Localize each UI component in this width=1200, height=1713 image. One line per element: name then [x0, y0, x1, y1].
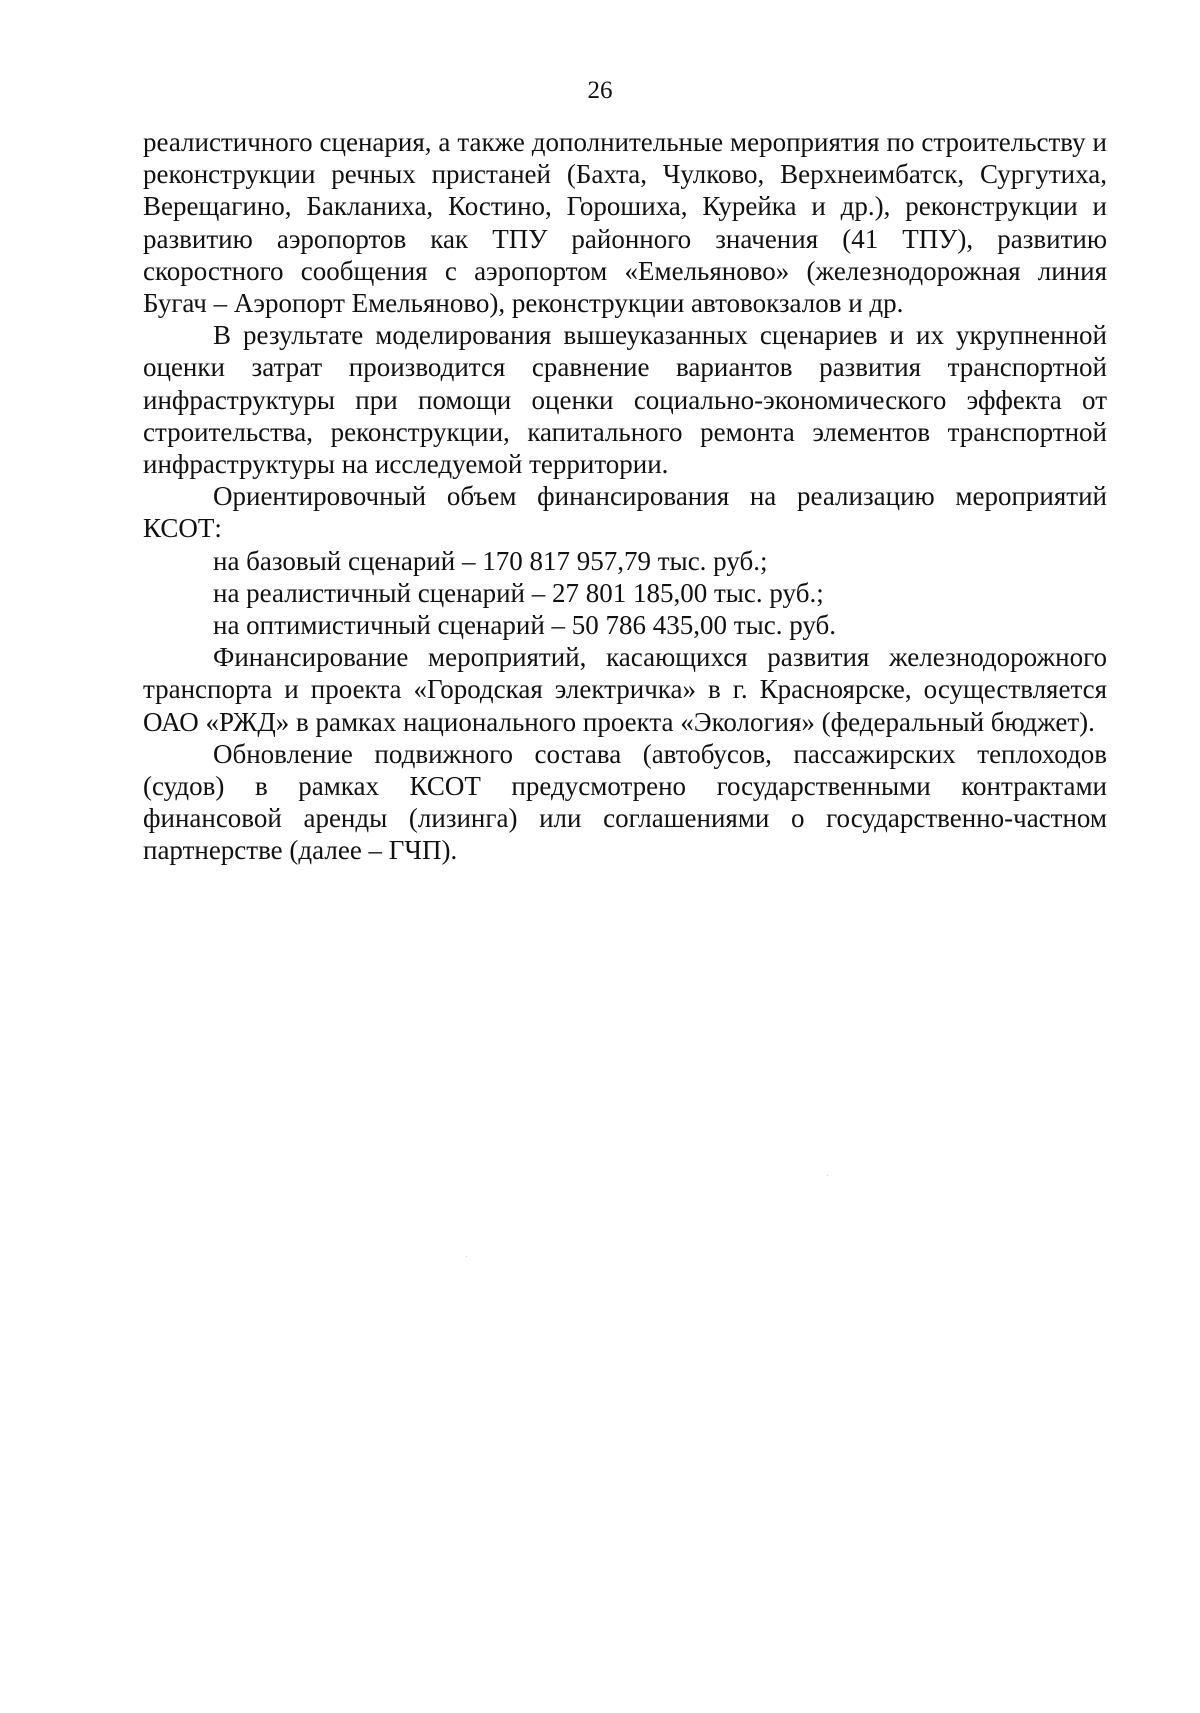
funding-line-base: на базовый сценарий – 170 817 957,79 тыс. руб.;: [213, 545, 768, 576]
paragraph-scenario-continuation: реалистичного сценария, а также дополнительные мероприятия по строительству и реконструкции речных пристаней (Бахта, Чулково, Верхнеимбатск, Сургутиха, Верещагино, Бакланиха, Костино, Горошиха, Курейка и др.), реконструкции и развитию аэропортов как ТПУ районного значения (41 ТПУ), развитию скоростного сообщения с аэропортом «Емельяново» (железнодорожная линия Бугач – Аэропорт Емельяново), реконструкции автовокзалов и др.: [143, 127, 1107, 319]
funding-line-optimistic: на оптимистичный сценарий – 50 786 435,00 тыс. руб.: [213, 610, 836, 641]
page-number: 26: [587, 77, 613, 104]
paragraph-modeling-results: В результате моделирования вышеуказанных сценариев и их укрупненной оценки затрат производится сравнение вариантов развития транспортной инфраструктуры при помощи оценки социально-экономического эффекта от строительства, реконструкции, капитального ремонта элементов транспортной инфраструктуры на исследуемой территории.: [143, 320, 1107, 480]
document-body: [143, 126, 1107, 867]
paragraph-rolling-stock: Обновление подвижного состава (автобусов, пассажирских теплоходов (судов) в рамках КСОТ предусмотрено государственными контрактами финансовой аренды (лизинга) или соглашениями о государственно-частном партнерстве (далее – ГЧП).: [143, 738, 1107, 866]
funding-line-realistic: на реалистичный сценарий – 27 801 185,00 тыс. руб.;: [213, 577, 824, 608]
scan-speck: [827, 1175, 828, 1176]
paragraph-railway-funding: Финансирование мероприятий, касающихся развития железнодорожного транспорта и проекта «Городская электричка» в г. Красноярске, осуществляется ОАО «РЖД» в рамках национального проекта «Экология» (федеральный бюджет).: [143, 642, 1107, 737]
scan-speck: [466, 1256, 467, 1257]
paragraph-funding-intro: Ориентировочный объем финансирования на реализацию мероприятий КСОТ:: [143, 481, 1107, 544]
